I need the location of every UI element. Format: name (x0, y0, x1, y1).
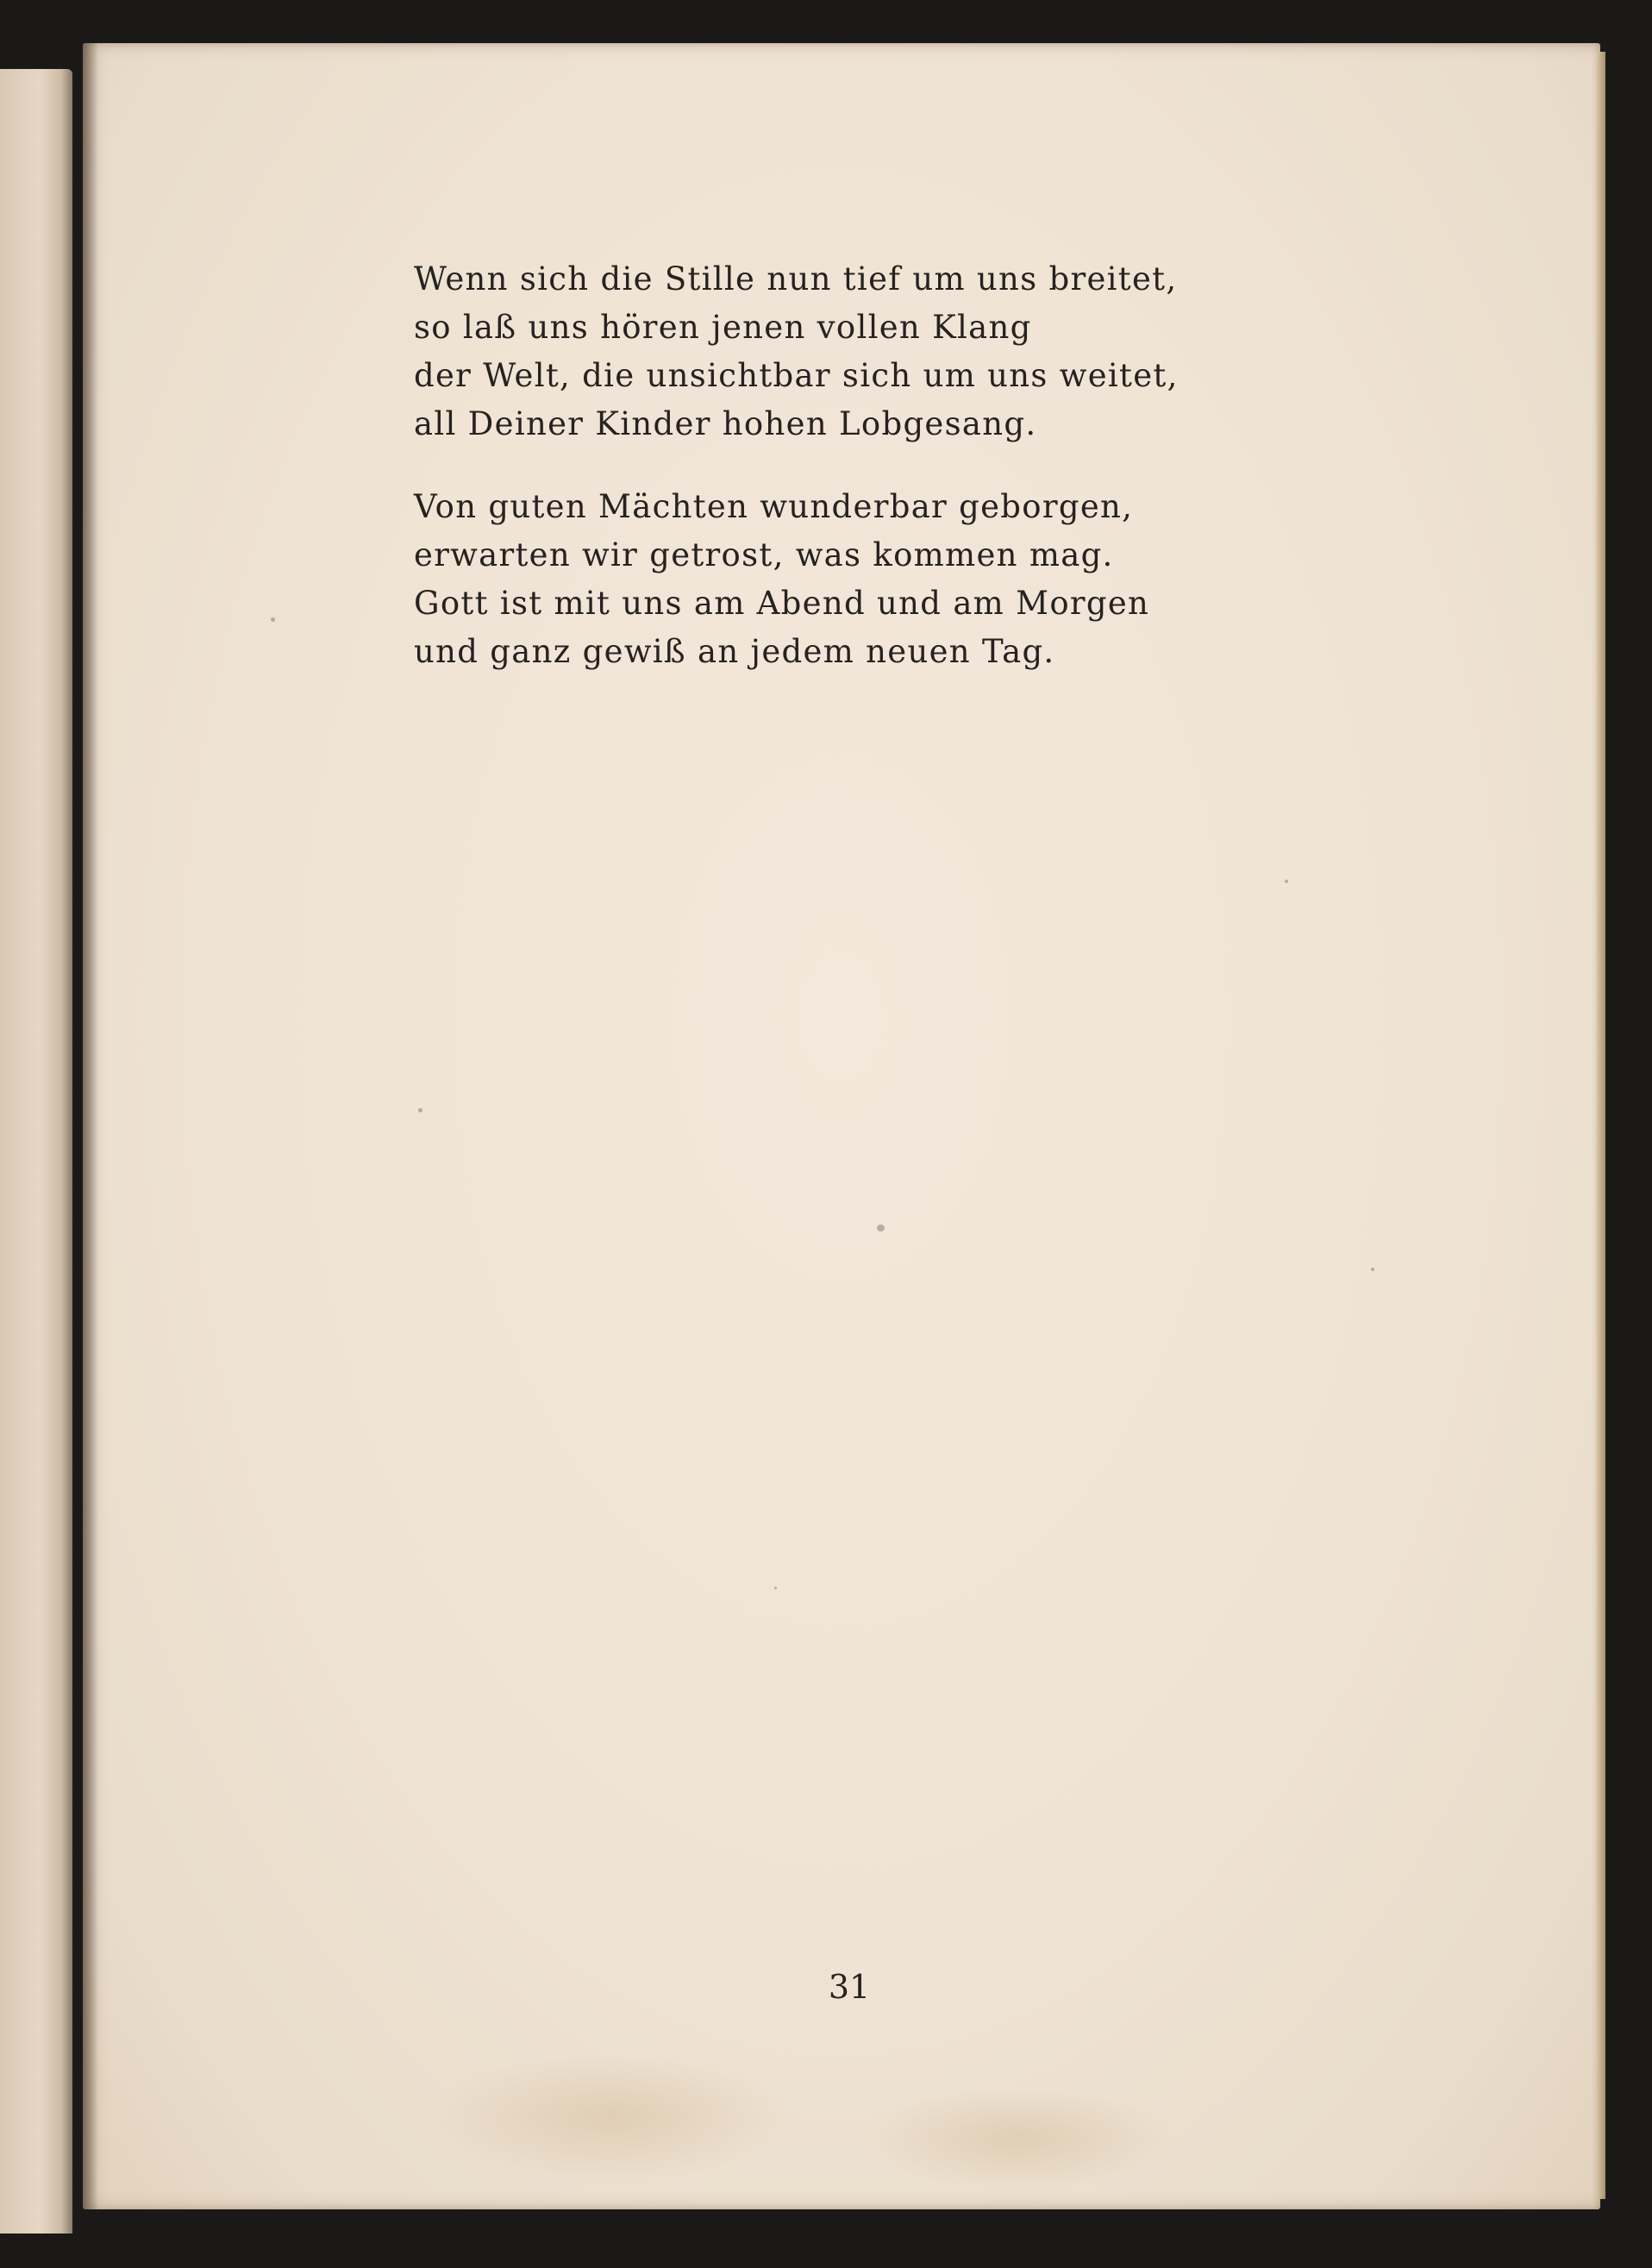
poem-line: und ganz gewiß an jedem neuen Tag. (414, 633, 1055, 670)
poem-line: so laß uns hören jenen vollen Klang (414, 309, 1032, 346)
page-edge (1597, 52, 1605, 2199)
gutter-shadow (83, 43, 98, 2209)
facing-page-edge (0, 69, 72, 2234)
poem-line: Gott ist mit uns am Abend und am Morgen (414, 585, 1150, 622)
paper-speck (1371, 1268, 1374, 1271)
paper-speck (774, 1587, 777, 1589)
paper-stain (862, 2087, 1173, 2190)
poem-line: Von guten Mächten wunderbar geborgen, (414, 488, 1134, 525)
poem-line: all Deiner Kinder hohen Lobgesang. (414, 405, 1037, 442)
paper-speck (418, 1108, 422, 1112)
page-number: 31 (828, 1968, 871, 2006)
paper-speck (271, 617, 275, 622)
poem-line: der Welt, die unsichtbar sich um uns weitet, (414, 357, 1179, 394)
poem-text (414, 255, 1259, 711)
stanza-1 (414, 255, 1259, 448)
poem-line: erwarten wir getrost, was kommen mag. (414, 536, 1114, 573)
paper-speck (1285, 880, 1288, 883)
paper-speck (877, 1225, 885, 1231)
poem-line: Wenn sich die Stille nun tief um uns breitet, (414, 260, 1178, 298)
paper-stain (431, 2052, 793, 2182)
stanza-2 (414, 483, 1259, 676)
